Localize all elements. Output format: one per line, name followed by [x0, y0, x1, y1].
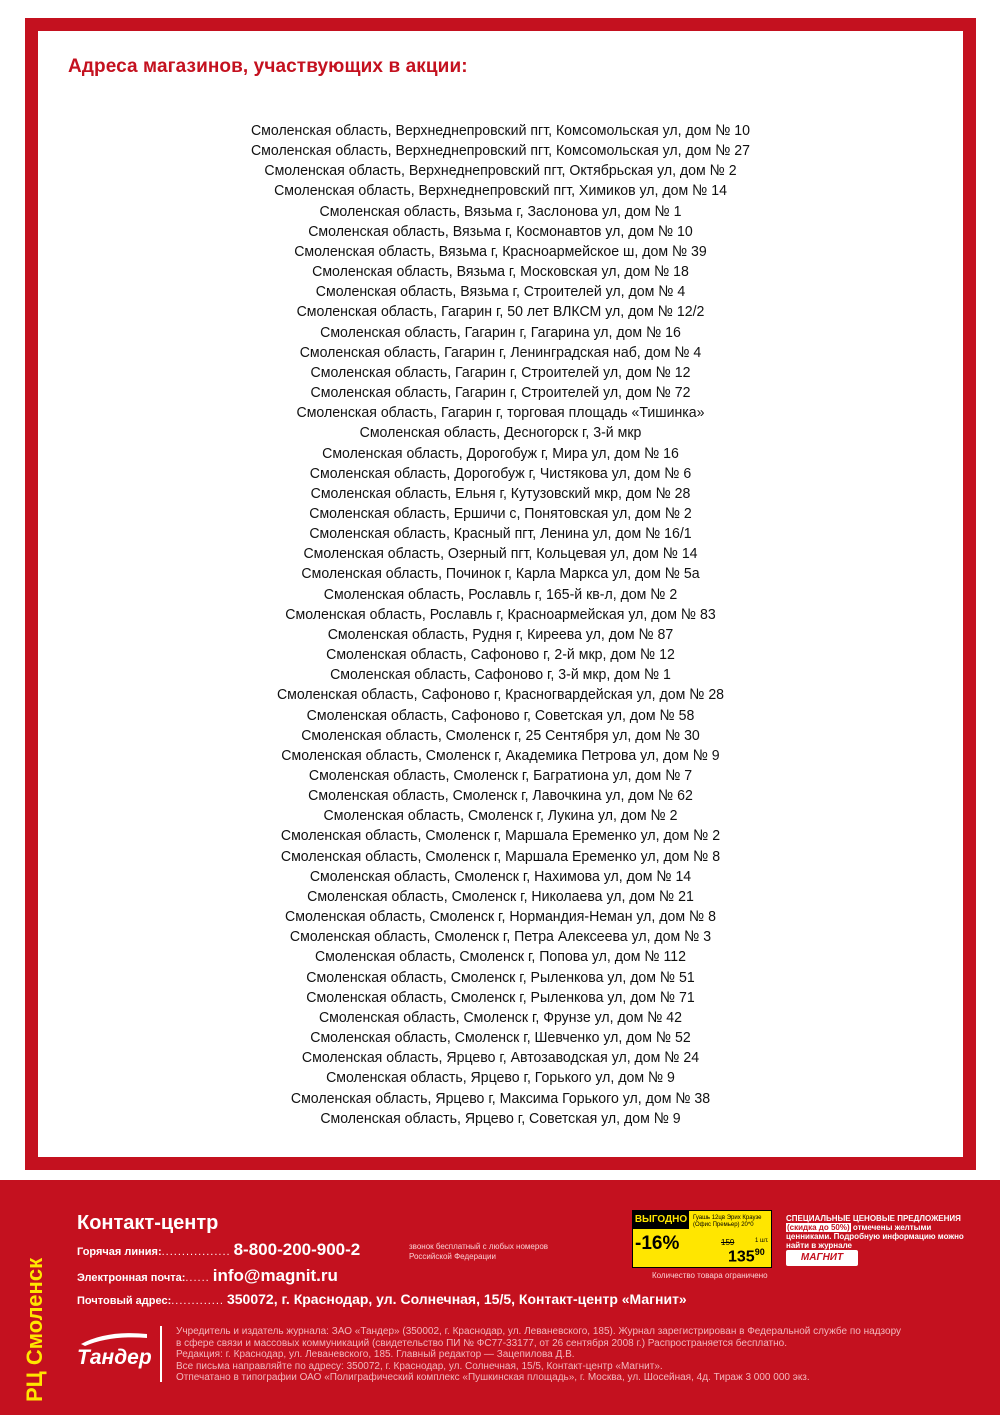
address-item: Смоленская область, Смоленск г, Попова ул, дом № 112 [314, 948, 687, 966]
divider [160, 1326, 162, 1382]
address-item: Смоленская область, Вязьма г, Космонавтов ул, дом № 10 [308, 222, 693, 240]
address-item: Смоленская область, Сафоново г, Советская ул, дом № 58 [306, 706, 695, 724]
address-item: Смоленская область, Вязьма г, Строителей ул, дом № 4 [315, 283, 686, 301]
special-offer-text [786, 1214, 976, 1250]
address-item: Смоленская область, Ярцево г, Горького ул, дом № 9 [326, 1069, 675, 1087]
address-item: Смоленская область, Верхнеднепровский пгт, Химиков ул, дом № 14 [274, 182, 727, 200]
address-item: Смоленская область, Сафоново г, Красногвардейская ул, дом № 28 [276, 686, 725, 704]
imprint-line: Отпечатано в типографии ОАО «Полиграфический комплекс «Пушкинская площадь», г. Москва, ул. Шосейная, 4д. Тираж 3 000 000 экз. [176, 1372, 810, 1383]
address-item: Смоленская область, Верхнеднепровский пгт, Комсомольская ул, дом № 27 [250, 142, 751, 160]
tag-product: Гуашь 12цв Эрих Краузе (Офис Премьер) 20*0 [693, 1215, 762, 1228]
region-label: РЦ Смоленск [22, 1257, 47, 1402]
tag-discount: -16% [635, 1233, 680, 1254]
address-item: Смоленская область, Гагарин г, Гагарина ул, дом № 16 [320, 323, 681, 341]
footer [0, 1180, 1000, 1415]
address-item: Смоленская область, Ярцево г, Советская ул, дом № 9 [320, 1109, 681, 1127]
imprint [176, 1326, 976, 1384]
address-item: Смоленская область, Смоленск г, Петра Алексеева ул, дом № 3 [289, 928, 712, 946]
address-item: Смоленская область, Гагарин г, Строителей ул, дом № 72 [310, 384, 691, 402]
email-row [77, 1266, 338, 1286]
address-item: Смоленская область, Дорогобуж г, Мира ул, дом № 16 [322, 444, 679, 462]
leader-dots: ...... [185, 1272, 210, 1284]
address-item: Смоленская область, Смоленск г, Лукина ул, дом № 2 [323, 807, 678, 825]
address-item: Смоленская область, Смоленск г, Нахимова ул, дом № 14 [309, 867, 692, 885]
tag-note: Количество товара ограничено [652, 1271, 768, 1280]
address-item: Смоленская область, Десногорск г, 3-й мкр [359, 424, 642, 442]
address-item: Смоленская область, Гагарин г, Ленинградская наб, дом № 4 [299, 343, 702, 361]
magnit-logo: МАГНИТ [786, 1250, 858, 1266]
imprint-line: в сфере связи и массовых коммуникаций (свидетельство ПИ № ФС77-33177, от 26 сентября 2008 г.) Распространяется бесплатно. [176, 1337, 787, 1349]
imprint-line: Редакция: г. Краснодар, ул. Леваневского, 185. Главный редактор — Зацепилова Д.В. [176, 1349, 575, 1360]
page-title: Адреса магазинов, участвующих в акции: [68, 56, 468, 77]
imprint-line: Учредитель и издатель журнала: ЗАО «Тандер» (350002, г. Краснодар, ул. Леваневского, 185). Журнал зарегистрирован в Федеральной службе по надзору [176, 1326, 902, 1337]
hotline-note: звонок бесплатный с любых номеров Российской Федерации [409, 1242, 549, 1261]
address-item: Смоленская область, Смоленск г, Рыленкова ул, дом № 51 [306, 968, 695, 986]
address-item: Смоленская область, Смоленск г, Фрунзе ул, дом № 42 [318, 1008, 683, 1026]
hotline-row [77, 1240, 360, 1260]
email-link[interactable]: info@magnit.ru [212, 1266, 338, 1285]
address-item: Смоленская область, Вязьма г, Красноармейское ш, дом № 39 [294, 242, 707, 260]
tag-unit: 1 шт. [755, 1238, 769, 1244]
address-item: Смоленская область, Гагарин г, торговая площадь «Тишинка» [296, 404, 705, 422]
address-item: Смоленская область, Ельня г, Кутузовский мкр, дом № 28 [310, 484, 691, 502]
address-item: Смоленская область, Рудня г, Киреева ул, дом № 87 [327, 625, 674, 643]
tander-logo [77, 1330, 151, 1376]
special-offer-highlight: (скидка до 50%) [787, 1223, 850, 1232]
address-item: Смоленская область, Смоленск г, 25 Сентября ул, дом № 30 [301, 726, 700, 744]
tag-new-price-main: 135 [728, 1248, 755, 1266]
address-item: Смоленская область, Красный пгт, Ленина ул, дом № 16/1 [309, 525, 692, 543]
hotline-number[interactable]: 8-800-200-900-2 [233, 1240, 361, 1259]
address-item: Смоленская область, Смоленск г, Николаева ул, дом № 21 [307, 887, 694, 905]
address-item: Смоленская область, Рославль г, Красноармейская ул, дом № 83 [285, 605, 716, 623]
address-item: Смоленская область, Починок г, Карла Маркса ул, дом № 5а [301, 565, 700, 583]
address-item: Смоленская область, Гагарин г, Строителей ул, дом № 12 [310, 363, 691, 381]
postal-row [77, 1291, 687, 1309]
address-item: Смоленская область, Сафоново г, 2-й мкр, дом № 12 [326, 646, 675, 664]
address-item: Смоленская область, Ярцево г, Автозаводская ул, дом № 24 [301, 1049, 700, 1067]
leader-dots: ................. [161, 1246, 231, 1258]
address-item: Смоленская область, Гагарин г, 50 лет ВЛКСМ ул, дом № 12/2 [296, 303, 705, 321]
address-item: Смоленская область, Смоленск г, Рыленкова ул, дом № 71 [306, 988, 695, 1006]
tag-new-price [728, 1247, 765, 1266]
special-offer-body: отмечены желтыми ценниками. Подробную информацию можно найти в журнале [786, 1223, 964, 1250]
imprint-line: Все письма направляйте по адресу: 350072, г. Краснодар, ул. Солнечная, 15/5, Контакт-центр «Магнит». [176, 1360, 663, 1372]
address-item: Смоленская область, Вязьма г, Заслонова ул, дом № 1 [319, 202, 682, 220]
address-list [38, 121, 963, 1129]
special-offer-title: СПЕЦИАЛЬНЫЕ ЦЕНОВЫЕ ПРЕДЛОЖЕНИЯ [786, 1214, 961, 1223]
price-tag [632, 1210, 772, 1268]
address-item: Смоленская область, Верхнеднепровский пгт, Октябрьская ул, дом № 2 [264, 162, 737, 180]
address-item: Смоленская область, Озерный пгт, Кольцевая ул, дом № 14 [303, 545, 698, 563]
tag-new-price-cents: 90 [754, 1247, 765, 1257]
contact-center-title: Контакт-центр [77, 1212, 219, 1234]
address-item: Смоленская область, Рославль г, 165-й кв-л, дом № 2 [323, 585, 678, 603]
postal-address: 350072, г. Краснодар, ул. Солнечная, 15/5, Контакт-центр «Магнит» [226, 1291, 687, 1307]
address-item: Смоленская область, Смоленск г, Шевченко ул, дом № 52 [310, 1029, 691, 1047]
addresses-frame [25, 18, 976, 1170]
address-item: Смоленская область, Смоленск г, Нормандия-Неман ул, дом № 8 [285, 908, 716, 926]
address-item: Смоленская область, Смоленск г, Маршала Еременко ул, дом № 2 [280, 827, 721, 845]
tag-old-price: 159 [721, 1238, 735, 1247]
tag-benefit: ВЫГОДНО [633, 1211, 689, 1229]
leader-dots: ............. [171, 1295, 224, 1307]
address-item: Смоленская область, Ершичи с, Понятовская ул, дом № 2 [309, 504, 692, 522]
hotline-label: Горячая линия: [77, 1246, 162, 1258]
address-item: Смоленская область, Смоленск г, Багратиона ул, дом № 7 [308, 767, 693, 784]
address-item: Смоленская область, Верхнеднепровский пгт, Комсомольская ул, дом № 10 [250, 122, 751, 139]
address-item: Смоленская область, Смоленск г, Лавочкина ул, дом № 62 [308, 787, 693, 805]
address-item: Смоленская область, Сафоново г, 3-й мкр, дом № 1 [330, 666, 671, 684]
tander-logo-text: Тандер [77, 1346, 152, 1369]
address-item: Смоленская область, Ярцево г, Максима Горького ул, дом № 38 [290, 1089, 711, 1107]
address-item: Смоленская область, Вязьма г, Московская ул, дом № 18 [312, 263, 689, 281]
address-item: Смоленская область, Дорогобуж г, Чистякова ул, дом № 6 [309, 464, 692, 482]
address-item: Смоленская область, Смоленск г, Маршала Еременко ул, дом № 8 [280, 847, 721, 865]
email-label: Электронная почта: [77, 1272, 186, 1284]
postal-label: Почтовый адрес: [77, 1295, 172, 1307]
address-item: Смоленская область, Смоленск г, Академика Петрова ул, дом № 9 [281, 746, 720, 764]
